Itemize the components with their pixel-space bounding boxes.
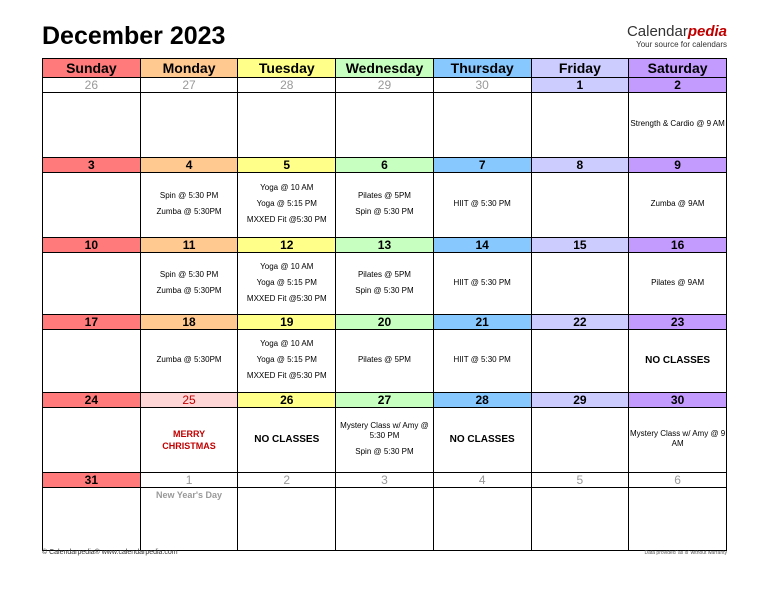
- day-cell[interactable]: [140, 173, 238, 238]
- week-events-row: [43, 408, 727, 473]
- date-number[interactable]: 14: [433, 238, 531, 253]
- no-classes-label: NO CLASSES: [645, 355, 711, 366]
- week-events-row: [43, 330, 727, 393]
- weekday-header-tuesday: Tuesday: [238, 59, 336, 78]
- date-number[interactable]: 17: [43, 315, 141, 330]
- week-events-row: [43, 173, 727, 238]
- event-entry: Pilates @ 5PM: [357, 269, 411, 279]
- date-number[interactable]: 29: [336, 78, 434, 93]
- date-number[interactable]: 30: [629, 393, 727, 408]
- event-entry: Yoga @ 10 AM: [260, 339, 314, 348]
- date-number[interactable]: 19: [238, 315, 336, 330]
- date-number[interactable]: 4: [140, 158, 238, 173]
- day-cell[interactable]: [238, 330, 336, 393]
- event-entry: Spin @ 5:30 PM: [159, 191, 219, 200]
- day-cell[interactable]: [433, 488, 531, 551]
- event-entry: Zumba @ 9AM: [650, 199, 705, 208]
- day-cell[interactable]: [629, 408, 727, 473]
- footer-copyright: © Calendarpedia® www.calendarpedia.com: [42, 549, 178, 556]
- date-number[interactable]: 1: [140, 473, 238, 488]
- weekday-header-thursday: Thursday: [433, 59, 531, 78]
- week-date-row: [43, 393, 727, 408]
- day-cell[interactable]: [531, 253, 629, 315]
- event-entry: Spin @ 5:30 PM: [355, 285, 414, 295]
- date-number[interactable]: 24: [43, 393, 141, 408]
- day-cell[interactable]: [43, 488, 141, 551]
- date-number[interactable]: 10: [43, 238, 141, 253]
- footer-disclaimer: Data provided 'as is' without warranty: [644, 550, 727, 556]
- week-events-row: [43, 93, 727, 158]
- day-cell[interactable]: [336, 488, 434, 551]
- day-cell[interactable]: [43, 253, 141, 315]
- date-number[interactable]: 15: [531, 238, 629, 253]
- date-number[interactable]: 5: [531, 473, 629, 488]
- date-number[interactable]: 29: [531, 393, 629, 408]
- date-number[interactable]: 23: [629, 315, 727, 330]
- holiday-note: New Year's Day: [156, 490, 223, 500]
- date-number[interactable]: 28: [238, 78, 336, 93]
- day-cell[interactable]: [531, 93, 629, 158]
- event-entry: Spin @ 5:30 PM: [355, 447, 414, 456]
- weekday-header-monday: Monday: [140, 59, 238, 78]
- week-events-row: [43, 488, 727, 551]
- date-number[interactable]: 27: [140, 78, 238, 93]
- day-cell[interactable]: [433, 253, 531, 315]
- brand-tagline: Your source for calendars: [636, 40, 727, 49]
- date-number[interactable]: 18: [140, 315, 238, 330]
- date-number[interactable]: 8: [531, 158, 629, 173]
- event-entry: Yoga @ 5:15 PM: [256, 277, 317, 287]
- date-number[interactable]: 7: [433, 158, 531, 173]
- event-entry: Yoga @ 10 AM: [260, 183, 314, 192]
- event-entry: Pilates @ 9AM: [651, 277, 705, 287]
- week-events-row: [43, 253, 727, 315]
- day-cell[interactable]: [238, 488, 336, 551]
- date-number[interactable]: 22: [531, 315, 629, 330]
- day-cell[interactable]: [43, 330, 141, 393]
- event-entry: Pilates @ 5PM: [357, 355, 411, 364]
- event-entry: Mystery Class w/ Amy @ 5:30 PM: [340, 421, 429, 440]
- date-number[interactable]: 13: [336, 238, 434, 253]
- weekday-header-sunday: Sunday: [43, 59, 141, 78]
- holiday-label: MERRY CHRISTMAS: [162, 429, 216, 451]
- event-entry: Yoga @ 10 AM: [260, 261, 314, 271]
- date-number[interactable]: 16: [629, 238, 727, 253]
- event-entry: MXXED Fit @5:30 PM: [246, 293, 327, 303]
- date-number[interactable]: 25: [140, 393, 238, 408]
- day-cell[interactable]: [238, 408, 336, 473]
- event-entry: Yoga @ 5:15 PM: [256, 355, 317, 364]
- event-entry: HIIT @ 5:30 PM: [453, 277, 511, 287]
- week-date-row: [43, 238, 727, 253]
- day-cell[interactable]: [238, 93, 336, 158]
- event-entry: Spin @ 5:30 PM: [355, 207, 414, 216]
- brand-name-accent: pedia: [687, 23, 727, 40]
- date-number[interactable]: 2: [629, 78, 727, 93]
- calendar-grid: [42, 58, 727, 551]
- date-number[interactable]: 6: [629, 473, 727, 488]
- date-number[interactable]: 9: [629, 158, 727, 173]
- date-number[interactable]: 12: [238, 238, 336, 253]
- brand-name: [627, 24, 727, 40]
- date-number[interactable]: 6: [336, 158, 434, 173]
- day-cell[interactable]: [140, 330, 238, 393]
- day-cell[interactable]: [140, 253, 238, 315]
- day-cell[interactable]: [531, 408, 629, 473]
- date-number[interactable]: 21: [433, 315, 531, 330]
- weekday-header-friday: Friday: [531, 59, 629, 78]
- day-cell[interactable]: [629, 330, 727, 393]
- week-date-row: [43, 315, 727, 330]
- day-cell[interactable]: [531, 330, 629, 393]
- brand-name-part: Calendar: [626, 23, 688, 40]
- day-cell[interactable]: [433, 93, 531, 158]
- date-number[interactable]: 2: [238, 473, 336, 488]
- event-entry: Pilates @ 5PM: [357, 191, 411, 200]
- event-entry: Mystery Class w/ Amy @ 9 AM: [629, 429, 726, 448]
- day-cell[interactable]: [433, 330, 531, 393]
- day-cell[interactable]: [43, 408, 141, 473]
- weekday-header-saturday: Saturday: [629, 59, 727, 78]
- date-number[interactable]: 5: [238, 158, 336, 173]
- day-cell[interactable]: [336, 173, 434, 238]
- date-number[interactable]: 20: [336, 315, 434, 330]
- day-cell[interactable]: [629, 253, 727, 315]
- date-number[interactable]: 3: [43, 158, 141, 173]
- event-entry: HIIT @ 5:30 PM: [453, 199, 511, 208]
- page-title: December 2023: [42, 22, 226, 50]
- day-cell[interactable]: [531, 488, 629, 551]
- no-classes-label: NO CLASSES: [254, 434, 320, 445]
- event-entry: Strength & Cardio @ 9 AM: [630, 119, 725, 128]
- day-cell[interactable]: [140, 408, 238, 473]
- event-entry: Zumba @ 5:30PM: [156, 285, 222, 295]
- event-entry: Spin @ 5:30 PM: [159, 269, 219, 279]
- day-cell[interactable]: [140, 93, 238, 158]
- date-number[interactable]: 28: [433, 393, 531, 408]
- date-number[interactable]: 27: [336, 393, 434, 408]
- event-entry: MXXED Fit @5:30 PM: [246, 371, 327, 380]
- day-cell[interactable]: [433, 173, 531, 238]
- day-cell[interactable]: [140, 488, 238, 551]
- day-cell[interactable]: [43, 93, 141, 158]
- date-number[interactable]: 11: [140, 238, 238, 253]
- date-number[interactable]: 30: [433, 78, 531, 93]
- event-entry: MXXED Fit @5:30 PM: [246, 215, 327, 224]
- event-entry: Yoga @ 5:15 PM: [256, 199, 317, 208]
- day-cell[interactable]: [629, 93, 727, 158]
- date-number[interactable]: 3: [336, 473, 434, 488]
- week-date-row: [43, 473, 727, 488]
- day-cell[interactable]: [238, 173, 336, 238]
- day-cell[interactable]: [238, 253, 336, 315]
- date-number[interactable]: 26: [238, 393, 336, 408]
- event-entry: Zumba @ 5:30PM: [156, 207, 222, 216]
- weekday-header-wednesday: Wednesday: [336, 59, 434, 78]
- day-cell[interactable]: [336, 330, 434, 393]
- day-cell[interactable]: [336, 93, 434, 158]
- week-date-row: [43, 158, 727, 173]
- event-entry: Zumba @ 5:30PM: [156, 355, 222, 364]
- date-number[interactable]: 31: [43, 473, 141, 488]
- date-number[interactable]: 1: [531, 78, 629, 93]
- no-classes-label: NO CLASSES: [449, 434, 515, 445]
- weekday-header-row: [43, 59, 727, 78]
- brand-logo[interactable]: [627, 24, 727, 49]
- day-cell[interactable]: [433, 408, 531, 473]
- week-date-row: [43, 78, 727, 93]
- date-number[interactable]: 4: [433, 473, 531, 488]
- day-cell[interactable]: [336, 408, 434, 473]
- day-cell[interactable]: [336, 253, 434, 315]
- day-cell[interactable]: [531, 173, 629, 238]
- date-number[interactable]: 26: [43, 78, 141, 93]
- event-entry: HIIT @ 5:30 PM: [453, 355, 511, 364]
- day-cell[interactable]: [629, 173, 727, 238]
- day-cell[interactable]: [629, 488, 727, 551]
- day-cell[interactable]: [43, 173, 141, 238]
